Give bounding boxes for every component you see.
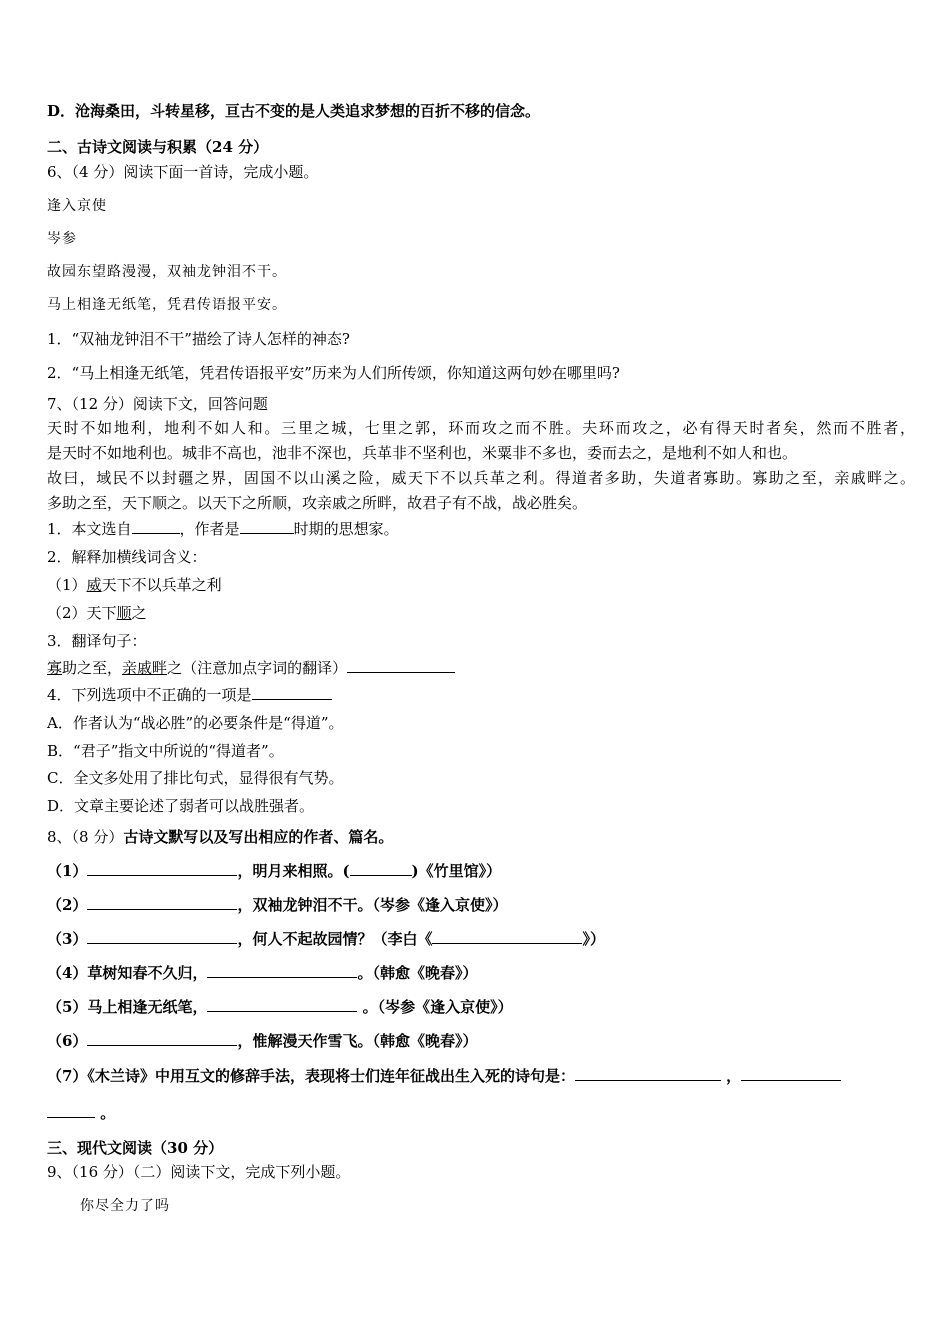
answer-blank[interactable] xyxy=(350,861,412,876)
q7-sub-2-item-2: （2）天下顺之 xyxy=(47,604,147,622)
q7-passage-line-2: 是天时不如地利也。城非不高也，池非不深也，兵革非不坚利也，米粟非不多也，委而去之，是地利不如人和也。 xyxy=(47,444,798,462)
q8-line-6: （6） ，惟解漫天作雪飞。（韩愈《晚春》） xyxy=(47,1032,478,1050)
section2-title: 二、古诗文阅读与积累（24 分） xyxy=(47,138,269,156)
answer-blank[interactable] xyxy=(87,929,237,944)
q7-sub-3-sentence: 寡助之至，亲戚畔之（注意加点字词的翻译） xyxy=(47,658,455,678)
q8-line-3: （3） ，何人不起故园情？（李白《 》） xyxy=(47,930,605,948)
q7-sub-3: 3．翻译句子： xyxy=(47,632,147,650)
answer-blank[interactable] xyxy=(347,658,455,673)
poem-line-1: 故园东望路漫漫，双袖龙钟泪不干。 xyxy=(47,264,287,280)
poem-line-2: 马上相逢无纸笔，凭君传语报平安。 xyxy=(47,297,287,313)
q7-option-d: D．文章主要论述了弱者可以战胜强者。 xyxy=(47,797,315,815)
poem-author: 岑参 xyxy=(47,231,77,247)
q6-stem: 6、（4 分）阅读下面一首诗，完成小题。 xyxy=(47,163,319,181)
answer-blank[interactable] xyxy=(207,963,357,978)
q7-sub-1: 1．本文选自 ，作者是 时期的思想家。 xyxy=(47,520,399,538)
q8-line-4: （4）草树知春不久归， 。（韩愈《晚春》） xyxy=(47,964,478,982)
section3-title: 三、现代文阅读（30 分） xyxy=(47,1139,224,1157)
answer-blank[interactable] xyxy=(240,519,294,534)
q6-sub-1: 1．“双袖龙钟泪不干”描绘了诗人怎样的神态? xyxy=(47,330,350,348)
q8-line-1: （1） ，明月来相照。( )《竹里馆》） xyxy=(47,862,502,880)
option-d-line: D．沧海桑田，斗转星移，亘古不变的是人类追求梦想的百折不移的信念。 xyxy=(47,102,541,120)
q8-line-5: （5）马上相逢无纸笔， 。（岑参《逢入京使》） xyxy=(47,998,513,1016)
q8-stem: 8、（8 分）古诗文默写以及写出相应的作者、篇名。 xyxy=(47,828,394,846)
poem-title: 逢入京使 xyxy=(47,198,107,214)
answer-blank[interactable] xyxy=(741,1066,841,1081)
answer-blank[interactable] xyxy=(207,997,357,1012)
q6-sub-2: 2．“马上相逢无纸笔，凭君传语报平安”历来为人们所传颂，你知道这两句妙在哪里吗? xyxy=(47,364,620,382)
q8-line-2: （2） ，双袖龙钟泪不干。（岑参《逢入京使》） xyxy=(47,896,508,914)
q7-stem: 7、（12 分）阅读下文，回答问题 xyxy=(47,395,268,413)
answer-blank[interactable] xyxy=(47,1103,95,1118)
q7-passage-line-3: 故曰，域民不以封疆之界，固国不以山溪之险，威天下不以兵革之利。得道者多助，失道者寡助。寡助之至，亲戚畔之。 xyxy=(47,469,915,487)
answer-blank[interactable] xyxy=(252,685,332,700)
answer-blank[interactable] xyxy=(132,519,180,534)
q7-option-c: C．全文多处用了排比句式，显得很有气势。 xyxy=(47,769,344,787)
q7-passage-line-1: 天时不如地利，地利不如人和。三里之城，七里之郭，环而攻之而不胜。夫环而攻之，必有得天时者矣，然而不胜者， xyxy=(47,419,915,437)
q7-sub-2-item-1: （1）威天下不以兵革之利 xyxy=(47,576,222,594)
answer-blank[interactable] xyxy=(87,1031,237,1046)
answer-blank[interactable] xyxy=(87,895,237,910)
answer-blank[interactable] xyxy=(432,929,582,944)
q7-sub-2: 2．解释加横线词含义： xyxy=(47,548,207,566)
q8-line-7-cont: 。 xyxy=(47,1103,115,1123)
q7-sub-4: 4．下列选项中不正确的一项是 xyxy=(47,685,332,705)
answer-blank[interactable] xyxy=(575,1066,721,1081)
q7-passage-line-4: 多助之至，天下顺之。以天下之所顺，攻亲戚之所畔，故君子有不战，战必胜矣。 xyxy=(47,494,588,512)
q9-passage-title: 你尽全力了吗 xyxy=(80,1198,170,1214)
q8-line-7: （7）《木兰诗》中用互文的修辞手法，表现将士们连年征战出生入死的诗句是： ， xyxy=(47,1066,841,1086)
q7-option-b: B．“君子”指文中所说的“得道者”。 xyxy=(47,742,284,760)
answer-blank[interactable] xyxy=(87,861,237,876)
q7-option-a: A．作者认为“战必胜”的必要条件是“得道”。 xyxy=(47,714,344,732)
q9-stem: 9、（16 分）（二）阅读下文，完成下列小题。 xyxy=(47,1163,351,1181)
